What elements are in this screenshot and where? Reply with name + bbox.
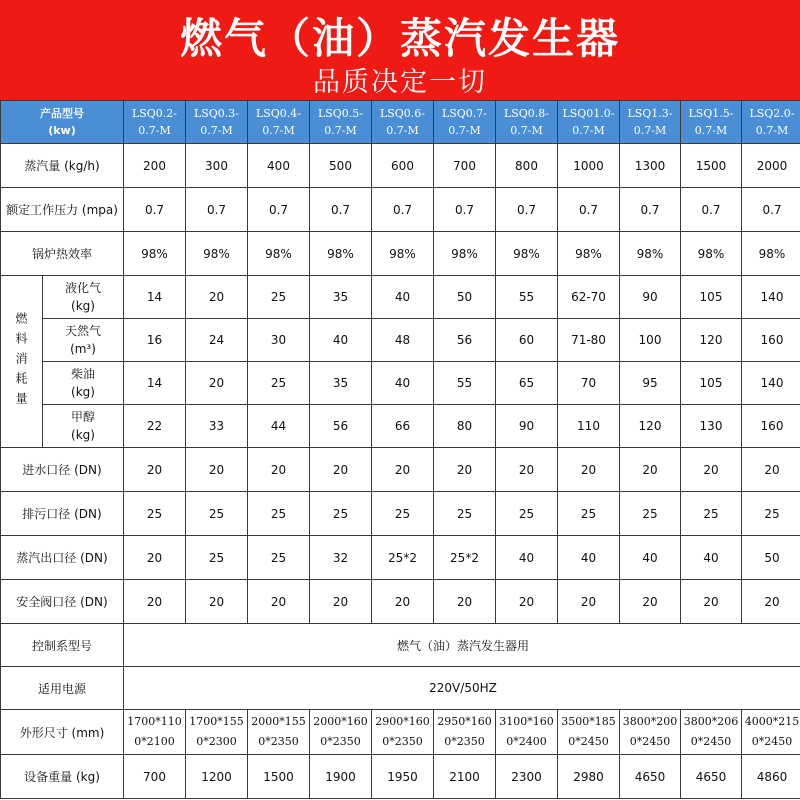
value-cell: 700 — [124, 755, 186, 799]
value-cell: 14 — [124, 362, 186, 405]
value-cell: 80 — [434, 405, 496, 448]
value-cell: 1300 — [620, 144, 681, 188]
model-header-cell — [186, 101, 248, 144]
model-code-line1: LSQ01.0- — [562, 107, 615, 120]
value-cell: 20 — [558, 448, 620, 492]
value-cell: 300 — [186, 144, 248, 188]
value-cell: 1950 — [372, 755, 434, 799]
dimension-line2: 0*2350 — [382, 735, 423, 748]
value-cell: 1900 — [310, 755, 372, 799]
header-row — [1, 101, 800, 144]
page-subtitle: 品质决定一切 — [313, 67, 487, 98]
fuel-row — [1, 362, 800, 405]
model-code-line2: 0.7-M — [694, 124, 728, 137]
value-cell: 40 — [681, 536, 742, 580]
control-value: 燃气（油）蒸汽发生器用 — [124, 624, 800, 667]
model-header-cell — [681, 101, 742, 144]
value-cell: 20 — [558, 580, 620, 624]
dimension-line2: 0*2350 — [444, 735, 485, 748]
model-code-line1: LSQ0.4- — [255, 107, 302, 120]
value-cell: 20 — [124, 580, 186, 624]
fuel-row — [1, 319, 800, 362]
dimension-cell — [124, 710, 186, 755]
table-row — [1, 188, 800, 232]
value-cell: 90 — [620, 276, 681, 319]
value-cell: 0.7 — [681, 188, 742, 232]
value-cell: 2100 — [434, 755, 496, 799]
value-cell: 0.7 — [434, 188, 496, 232]
value-cell: 98% — [124, 232, 186, 276]
model-header-cell — [496, 101, 558, 144]
model-code-line1: LSQ2.0- — [749, 107, 795, 120]
value-cell: 71-80 — [558, 319, 620, 362]
fuel-name: 甲醇 — [70, 410, 95, 424]
value-cell: 40 — [372, 276, 434, 319]
value-cell: 98% — [434, 232, 496, 276]
value-cell: 130 — [681, 405, 742, 448]
spec-table — [0, 100, 800, 799]
model-code-line1: LSQ0.6- — [379, 107, 426, 120]
value-cell: 14 — [124, 276, 186, 319]
header-label-line: 产品型号 — [40, 107, 84, 120]
value-cell: 40 — [372, 362, 434, 405]
model-code-line2: 0.7-M — [633, 124, 667, 137]
value-cell: 20 — [742, 448, 800, 492]
dimension-cell — [742, 710, 800, 755]
value-cell: 25 — [248, 362, 310, 405]
value-cell: 98% — [496, 232, 558, 276]
model-header-cell — [558, 101, 620, 144]
value-cell: 56 — [434, 319, 496, 362]
value-cell: 25 — [372, 492, 434, 536]
value-cell: 40 — [310, 319, 372, 362]
value-cell: 20 — [372, 580, 434, 624]
value-cell: 1500 — [681, 144, 742, 188]
dimension-cell — [620, 710, 681, 755]
value-cell: 25 — [248, 536, 310, 580]
model-code-line2: 0.7-M — [324, 124, 357, 137]
dimension-line2: 0*2450 — [568, 735, 609, 748]
table-row — [1, 232, 800, 276]
value-cell: 4650 — [620, 755, 681, 799]
value-cell: 20 — [681, 448, 742, 492]
value-cell: 160 — [742, 405, 800, 448]
model-code-line1: LSQ0.8- — [503, 107, 550, 120]
value-cell: 20 — [248, 448, 310, 492]
fuel-unit: (kg) — [71, 299, 95, 313]
value-cell: 20 — [248, 580, 310, 624]
value-cell: 24 — [186, 319, 248, 362]
value-cell: 700 — [434, 144, 496, 188]
model-code-line1: LSQ0.3- — [193, 107, 240, 120]
weight-row — [1, 755, 800, 799]
value-cell: 20 — [742, 580, 800, 624]
dimensions-row — [1, 710, 800, 755]
value-cell: 40 — [496, 536, 558, 580]
value-cell: 20 — [496, 448, 558, 492]
control-row — [1, 624, 800, 667]
dimension-cell — [186, 710, 248, 755]
value-cell: 66 — [372, 405, 434, 448]
value-cell: 25 — [186, 536, 248, 580]
value-cell: 98% — [310, 232, 372, 276]
value-cell: 0.7 — [558, 188, 620, 232]
value-cell: 20 — [620, 580, 681, 624]
dimension-line1: 2900*160 — [375, 715, 430, 728]
power-value: 220V/50HZ — [124, 667, 800, 710]
model-code-line2: 0.7-M — [262, 124, 295, 137]
model-header-cell — [434, 101, 496, 144]
row-label: 蒸汽出口径 (DN) — [1, 536, 124, 580]
header-unit-line: (kw) — [48, 124, 76, 137]
value-cell: 4650 — [681, 755, 742, 799]
value-cell: 20 — [310, 448, 372, 492]
model-header-cell — [372, 101, 434, 144]
model-code-line2: 0.7-M — [510, 124, 543, 137]
value-cell: 20 — [496, 580, 558, 624]
fuel-unit: (m³) — [70, 342, 96, 356]
value-cell: 98% — [742, 232, 800, 276]
dimension-cell — [496, 710, 558, 755]
dimension-line1: 2000*155 — [251, 715, 306, 728]
value-cell: 20 — [434, 580, 496, 624]
model-code-line2: 0.7-M — [572, 124, 605, 137]
value-cell: 2300 — [496, 755, 558, 799]
dimension-line1: 1700*110 — [127, 715, 182, 728]
value-cell: 25 — [681, 492, 742, 536]
model-code-line2: 0.7-M — [755, 124, 789, 137]
value-cell: 25 — [558, 492, 620, 536]
value-cell: 25 — [124, 492, 186, 536]
fuel-unit: (kg) — [71, 385, 95, 399]
dimension-line2: 0*2300 — [196, 735, 237, 748]
value-cell: 105 — [681, 276, 742, 319]
row-label: 安全阀口径 (DN) — [1, 580, 124, 624]
title-banner — [0, 0, 800, 100]
model-header-label — [1, 101, 124, 144]
fuel-type-label — [43, 405, 124, 448]
page-title: 燃气（油）蒸汽发生器 — [179, 14, 620, 63]
value-cell: 55 — [496, 276, 558, 319]
value-cell: 200 — [124, 144, 186, 188]
value-cell: 20 — [186, 362, 248, 405]
model-code-line2: 0.7-M — [386, 124, 419, 137]
model-header-cell — [620, 101, 681, 144]
fuel-row — [1, 276, 800, 319]
value-cell: 98% — [248, 232, 310, 276]
row-label: 蒸汽量 (kg/h) — [1, 144, 124, 188]
model-code-line1: LSQ1.3- — [627, 107, 673, 120]
value-cell: 62-70 — [558, 276, 620, 319]
value-cell: 25 — [496, 492, 558, 536]
value-cell: 1000 — [558, 144, 620, 188]
dimension-line2: 0*2450 — [751, 735, 793, 748]
fuel-row — [1, 405, 800, 448]
value-cell: 0.7 — [124, 188, 186, 232]
value-cell: 95 — [620, 362, 681, 405]
row-label: 适用电源 — [1, 667, 124, 710]
value-cell: 20 — [310, 580, 372, 624]
value-cell: 32 — [310, 536, 372, 580]
value-cell: 65 — [496, 362, 558, 405]
value-cell: 25 — [248, 492, 310, 536]
value-cell: 35 — [310, 362, 372, 405]
value-cell: 30 — [248, 319, 310, 362]
value-cell: 25*2 — [372, 536, 434, 580]
value-cell: 0.7 — [248, 188, 310, 232]
value-cell: 22 — [124, 405, 186, 448]
value-cell: 35 — [310, 276, 372, 319]
value-cell: 140 — [742, 362, 800, 405]
value-cell: 2000 — [742, 144, 800, 188]
value-cell: 70 — [558, 362, 620, 405]
model-code-line2: 0.7-M — [200, 124, 233, 137]
value-cell: 160 — [742, 319, 800, 362]
value-cell: 1200 — [186, 755, 248, 799]
value-cell: 20 — [681, 580, 742, 624]
value-cell: 25 — [310, 492, 372, 536]
dimension-cell — [310, 710, 372, 755]
dimension-line1: 2000*160 — [313, 715, 368, 728]
value-cell: 25 — [186, 492, 248, 536]
dimension-line2: 0*2100 — [134, 735, 175, 748]
fuel-group-label: 燃料消耗量 — [1, 276, 43, 448]
value-cell: 0.7 — [372, 188, 434, 232]
dimension-line1: 3800*206 — [683, 715, 739, 728]
value-cell: 20 — [372, 448, 434, 492]
table-row — [1, 492, 800, 536]
row-label: 外形尺寸 (mm) — [1, 710, 124, 755]
value-cell: 98% — [558, 232, 620, 276]
dimension-cell — [434, 710, 496, 755]
table-row — [1, 448, 800, 492]
value-cell: 600 — [372, 144, 434, 188]
value-cell: 90 — [496, 405, 558, 448]
fuel-unit: (kg) — [71, 428, 95, 442]
value-cell: 44 — [248, 405, 310, 448]
dimension-line1: 4000*215 — [744, 715, 800, 728]
value-cell: 98% — [186, 232, 248, 276]
model-code-line1: LSQ0.5- — [317, 107, 364, 120]
fuel-type-label — [43, 362, 124, 405]
value-cell: 4860 — [742, 755, 800, 799]
dimension-line1: 3800*200 — [622, 715, 678, 728]
power-row — [1, 667, 800, 710]
dimension-cell — [681, 710, 742, 755]
value-cell: 20 — [434, 448, 496, 492]
value-cell: 400 — [248, 144, 310, 188]
model-header-cell — [742, 101, 800, 144]
table-row — [1, 536, 800, 580]
model-code-line2: 0.7-M — [138, 124, 171, 137]
table-row — [1, 144, 800, 188]
model-code-line1: LSQ0.2- — [131, 107, 178, 120]
value-cell: 20 — [620, 448, 681, 492]
dimension-line2: 0*2350 — [320, 735, 361, 748]
model-code-line1: LSQ0.7- — [441, 107, 488, 120]
model-code-line2: 0.7-M — [448, 124, 481, 137]
value-cell: 120 — [620, 405, 681, 448]
value-cell: 50 — [742, 536, 800, 580]
value-cell: 100 — [620, 319, 681, 362]
dimension-cell — [248, 710, 310, 755]
fuel-type-label — [43, 319, 124, 362]
row-label: 排污口径 (DN) — [1, 492, 124, 536]
value-cell: 2980 — [558, 755, 620, 799]
value-cell: 105 — [681, 362, 742, 405]
value-cell: 33 — [186, 405, 248, 448]
dimension-line2: 0*2350 — [258, 735, 299, 748]
value-cell: 98% — [681, 232, 742, 276]
value-cell: 20 — [186, 580, 248, 624]
fuel-name: 天然气 — [64, 324, 101, 338]
value-cell: 0.7 — [620, 188, 681, 232]
value-cell: 0.7 — [496, 188, 558, 232]
model-header-cell — [310, 101, 372, 144]
value-cell: 20 — [124, 448, 186, 492]
value-cell: 40 — [620, 536, 681, 580]
model-code-line1: LSQ1.5- — [688, 107, 734, 120]
value-cell: 140 — [742, 276, 800, 319]
dimension-line1: 2950*160 — [437, 715, 492, 728]
value-cell: 0.7 — [742, 188, 800, 232]
value-cell: 25 — [434, 492, 496, 536]
value-cell: 20 — [124, 536, 186, 580]
value-cell: 25 — [742, 492, 800, 536]
value-cell: 500 — [310, 144, 372, 188]
value-cell: 25 — [248, 276, 310, 319]
value-cell: 16 — [124, 319, 186, 362]
fuel-name: 柴油 — [70, 367, 95, 381]
dimension-line1: 1700*155 — [189, 715, 244, 728]
value-cell: 48 — [372, 319, 434, 362]
row-label: 进水口径 (DN) — [1, 448, 124, 492]
dimension-line2: 0*2450 — [690, 735, 732, 748]
value-cell: 60 — [496, 319, 558, 362]
value-cell: 55 — [434, 362, 496, 405]
dimension-line2: 0*2450 — [629, 735, 671, 748]
value-cell: 20 — [186, 448, 248, 492]
value-cell: 120 — [681, 319, 742, 362]
row-label: 锅炉热效率 — [1, 232, 124, 276]
dimension-cell — [372, 710, 434, 755]
row-label: 额定工作压力 (mpa) — [1, 188, 124, 232]
value-cell: 110 — [558, 405, 620, 448]
dimension-cell — [558, 710, 620, 755]
row-label: 控制系型号 — [1, 624, 124, 667]
table-row — [1, 580, 800, 624]
dimension-line1: 3100*160 — [499, 715, 554, 728]
value-cell: 56 — [310, 405, 372, 448]
value-cell: 1500 — [248, 755, 310, 799]
dimension-line2: 0*2400 — [506, 735, 547, 748]
dimension-line1: 3500*185 — [561, 715, 616, 728]
row-label: 设备重量 (kg) — [1, 755, 124, 799]
model-header-cell — [124, 101, 186, 144]
value-cell: 25 — [620, 492, 681, 536]
value-cell: 40 — [558, 536, 620, 580]
value-cell: 98% — [620, 232, 681, 276]
fuel-type-label — [43, 276, 124, 319]
value-cell: 98% — [372, 232, 434, 276]
value-cell: 25*2 — [434, 536, 496, 580]
value-cell: 20 — [186, 276, 248, 319]
model-header-cell — [248, 101, 310, 144]
value-cell: 0.7 — [310, 188, 372, 232]
value-cell: 800 — [496, 144, 558, 188]
value-cell: 0.7 — [186, 188, 248, 232]
value-cell: 50 — [434, 276, 496, 319]
fuel-name: 液化气 — [64, 281, 101, 295]
